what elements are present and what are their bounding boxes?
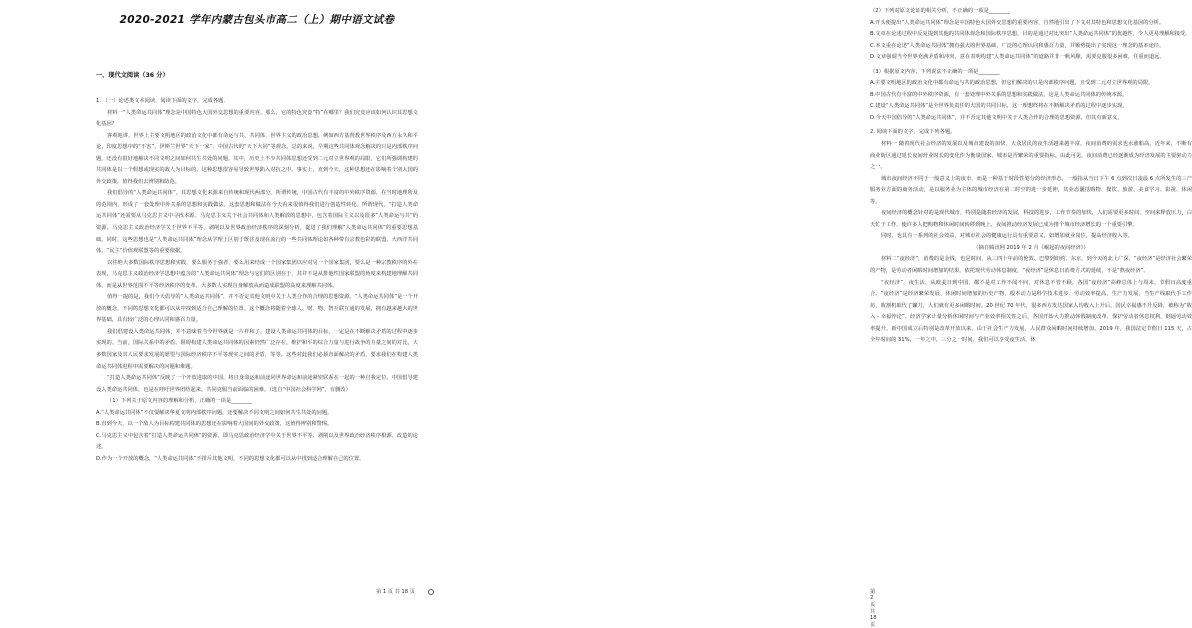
answer-option-d: D.今天中国倡导的“人类命运共同体”，并不否定其他文明中关于人类合作的合理的思想资源，但其有新意义。 (870, 114, 1123, 121)
answer-option-b: B.直到今天，以一个敌人为目标构建共同体的思想还在影响着大国间的外交政策，这值得辨别和警惕。 (96, 421, 333, 428)
right-column (870, 6, 1192, 347)
passage-paragraph: 夜间经济的概念针对的是现代城市，特别是随着经济的发展，科技的进步，工作节奏的加快，人们需要更多时间，空间来释放压力，白天忙于工作，使许多人把购物和休闲时间转移到晚上，夜间推动经济发展已成为推个城市经济增长的一个重要引擎。 (870, 210, 1192, 228)
answer-option-a: A.主要文明地区的政治文化中都有命运与共的政治思想，但它们解决的只是内部秩序问题，且受到二元对立世界观的局限。 (870, 80, 1154, 87)
page-left (0, 0, 430, 608)
passage-paragraph: 材料二“夜经济”，消费的是金钱，也是时间，从三四十年前的伦敦、巴黎到纽约、东京，到今天的北上广深，“夜经济”是经济社会繁荣的产物，是劳动者闲暇时间增加的结果。依托现代劳动休息制度，“夜经济”是休息日消费方式的延续，不是“熬夜经济”。 (870, 256, 1192, 275)
passage-paragraph: 同时，也具有一系列的社会效益，对城市社会的健康运行具有重要意义，如增加就业岗位，提高经济收入等。 (881, 233, 1133, 240)
answer-option-a: A.“人类命运共同体”不仅要解决华夏文明内部秩序问题，还要解决不同文明之间如何共生共处的问题。 (96, 409, 333, 416)
left-column (96, 96, 418, 466)
answer-option-d: D.作为一个开放的概念，“人类命运共同体”不排斥其他文明，不同的思想文化都可以从中找到适合理解自己的位置。 (96, 455, 365, 462)
passage-paragraph: 城市夜间经济不同于一般意义上的夜市，而是一种基于时段性划分的经济形态，一般指从当日下午 6 点到次日凌晨 6 点所发生的三产服务业方面的商务活动，是以服务业为主体的城市经济在第二时空的进一步延伸，其业态囊括购物、餐饮、旅游、美食学习、影视、休闲等。 (870, 175, 1192, 205)
page-right (430, 0, 1192, 628)
passage-paragraph: 客观地讲，世界上主要文明地区的政治文化中都有命运与共、共同体、世界主义的政治思想，例如西方基督教世界秩序及西方永久和平论、印度思想中的“不害”、伊斯兰世界“天下一家”、中国古代的“天下大同”等观念。总的来说，早期这些共同体观念解决的只是内部秩序问题，还没有很好地解决不同文明之间如何共生共处的问题。其中，历史上不少共同体思想还受到二元对立世界观的局限，它们所强调构建的共同体是以一个假想或现实的敌人为目标的，这种思想很容易导致世界陷入对抗之中。事实上，直到今天，这种思想还在影响着个别大国的外交政策，值得我们去辨别和防范。 (96, 132, 418, 185)
passage-paragraph: 值得一提的是，我们今天倡导的“人类命运共同体”，并不否定其他文明中关于人类合作的合理的思想资源。“人类命运共同体”是一个开放的概念，不同的思想文化都可以从中找到适合自己理解的位置。这个概念将随着全球人、财、物、智互联互通的发展，拥有越来越大的世界基础，具有较广泛的心理认同和感召力量。 (96, 294, 418, 324)
answer-option-b: B.中国古代有丰富的中外秩序资源，有一套处理中外关系的思想和实践做法，这是人类命运共同体的传统本源。 (870, 91, 1128, 98)
passage-paragraph: 以往绝大多数国际秩序思想和实践，要么服务于强者，要么用来结成一个国家集团以应对另一个国家集团，要么是一种宗教秩序的外在表现，马克思主义政治经济学思想中蕴含的“人类命运共同体”理念与它们的区别在于，其并不是从排他性国家联盟的角度来构建地理解共同体，而是从世界范围不平等经济秩序的变革，大多数人实现自身解放从而造成联盟的高度来理解共同体。 (96, 259, 418, 289)
page-number-right: 第 2 页 共 18 页 (870, 589, 877, 628)
passage-paragraph: 材料一“人类命运共同体”理念是中国特色大国外交思想的重要内容。那么，它的特色究竟“特”在哪里？我们究竟应该如何认识其思想文化基因？ (96, 109, 418, 128)
answer-option-c: C.建设“人类命运共同体”是全世界负责任的大国的共同目标，这一理想终将在不断解决矛盾的过程中逐步实现。 (870, 103, 1128, 110)
answer-option-c: C.本文重在论述“人类命运共同体”拥有强大的世界基础、广泛的心理认同和感召力量，并顺势提出了实现这一理念的基本途径。 (870, 42, 1165, 49)
page-number-left: 第 1 页 共 18 页 (376, 589, 415, 595)
answer-option-b: B.文章在论述过程中反复提到其他的共同体观念和国际秩序思想，目的是通过对比突出“人类命运共同体”的优越性，令人更易理解和接受。 (870, 31, 1191, 38)
answer-option-c: C.马克思主义中包含着“打造人类命运共同体”的资源，即马克思政治经济学中关于世界不平等、剥削以及世界政治经济秩序根源、改造的论述。 (96, 432, 418, 451)
passage-paragraph: 我们倡导的“人类命运共同体”，其思想文化来源来自传统和现代两部分。所谓传统，中国古代有丰富的中外秩序资源，在当时地理所及的范围内，形成了一套处理中外关系的思想和实践做法，这套思想和做法在今天看来很值得我们进行创造性转化。所谓现代，“打造人类命运共同体”还需要从马克思主义中寻找本源。马克思主义关于社会共同体和人类解放的思想中，包含着国际主义以及很多“人类命运与共”的资源。马克思主义政治经济学关于世界不平等、剥削以及世界政治经济秩序的深刻分析，促进了我们理解“人类命运共同体”的重要思想基础。同时，这些思想也是“人类命运共同体”理念从学理上区别于既往及现在流行的一些共同体理论如各种带有宗教色彩的联盟、大西洋共同体、“民主”价值观联盟等的重要依据。 (96, 190, 418, 255)
answer-option-d: D.文章强调当今世界充满矛盾和冲突，意在表明构建“人类命运共同体”的道路并非一帆风顺，需要克服很多困难，任重而道远。 (870, 54, 1165, 61)
passage-paragraph: “夜经济”，夜生活，从欧美日到中国，都不是对工作不闻不问，对休息不管不顾，各国“夜经济”高峰总体上与周末、节假日高度重合。“夜经济”是经济繁荣发展、休闲时间增加的历史产物，根本动力是科学技术进步、劳动效率提高、生产力发展。当生产线取代手工作坊，收割机取代了镰刀，人们就有更多闲暇时间。20 世纪 70 年代，很多西方发达国家人均收入上升后，国民幸福感不升反降，被称为“收入 - 幸福悖论”。经济学家计量分析休闲时间与产业效率相关性之后，各国开始大力推动休假制度改革，保护劳动者休息权利，倒逼劳动效率提升。新中国成立后特别是改革开放以来，由于社会生产力发展，人民群众闲暇时间持续增加。2019 年，我国法定节假日 115 天，占全年时间的 31%，一年之中，三分之一时间，我们可以享受夜生活、休 (870, 279, 1192, 344)
exam-title: 2020-2021 学年内蒙古包头市高二（上）期中语文试卷 (119, 14, 395, 26)
question-prompt: （3）根据原文内容，下列说法不正确的一项是________ (870, 68, 1000, 75)
source-citation: （摘自腾讯网 2019 年 2 月《崛起的夜间经济》） (973, 244, 1089, 251)
answer-option-a: A.开头便提出“人类命运共同体”理念是中国特色大国外交思想的重要内容，自然地引出了下文对其特色和思想文化基因的分析。 (870, 19, 1165, 26)
passage-paragraph: “打造人类命运共同体”反映了一个开放进取的中国，将自身命运和前途同世界命运和前途紧密联系在一起的一种自我定位。中国倡导建设人类命运共同体，也是在呼吁世界团结起来，共同克服当前面临的困难。（选自“中国社会科学网”，有删改） (96, 375, 418, 393)
passage-paragraph: 材料一 随着现代社会经济的发展以及城市建设的加快，大众居民的夜生活越来越丰富，夜间消费的需求也水涨船高。近年来，不断有商业街区通过延长夜间营业时长的变化作为衡量国家、城市是否繁荣的重要指标。由此可见，夜间消费已经逐渐成为经济发展的主要驱动力之一。 (870, 141, 1192, 171)
passage-paragraph: 我们倡建设人类命运共同体，并不意味着当今世界就是一片祥和了。建设人类命运共同体的目标，一定是在不断解决矛盾的过程中逐步实现的。当前，国际关系中的矛盾、阻碍构建人类命运共同体的因素仍然广泛存在。维护和平的综合力量与进行战争的力量之间的对比，大多数国家及其人民要求发展的愿望与国际经济秩序不平等现实之间的矛盾，等等。这些对此我们必须直面解决的矛盾，要求我们在构建人类命运共同体进程中需要解决的问题和难题。 (96, 328, 418, 370)
question-intro: 1. （一）论述类文本阅读．阅读下面的文字，完成各题． (96, 98, 229, 104)
question-prompt: （2）下列对原文论证的相关分析，不正确的一项是________ (870, 8, 1010, 14)
question-intro: 2. 阅读下面的文字，完成下列各题。 (870, 129, 956, 136)
section-heading: 一、现代文阅读（36 分） (96, 72, 169, 79)
question-prompt: （1）下列关于原文内容的理解和分析，正确的一项是________ (107, 398, 253, 405)
